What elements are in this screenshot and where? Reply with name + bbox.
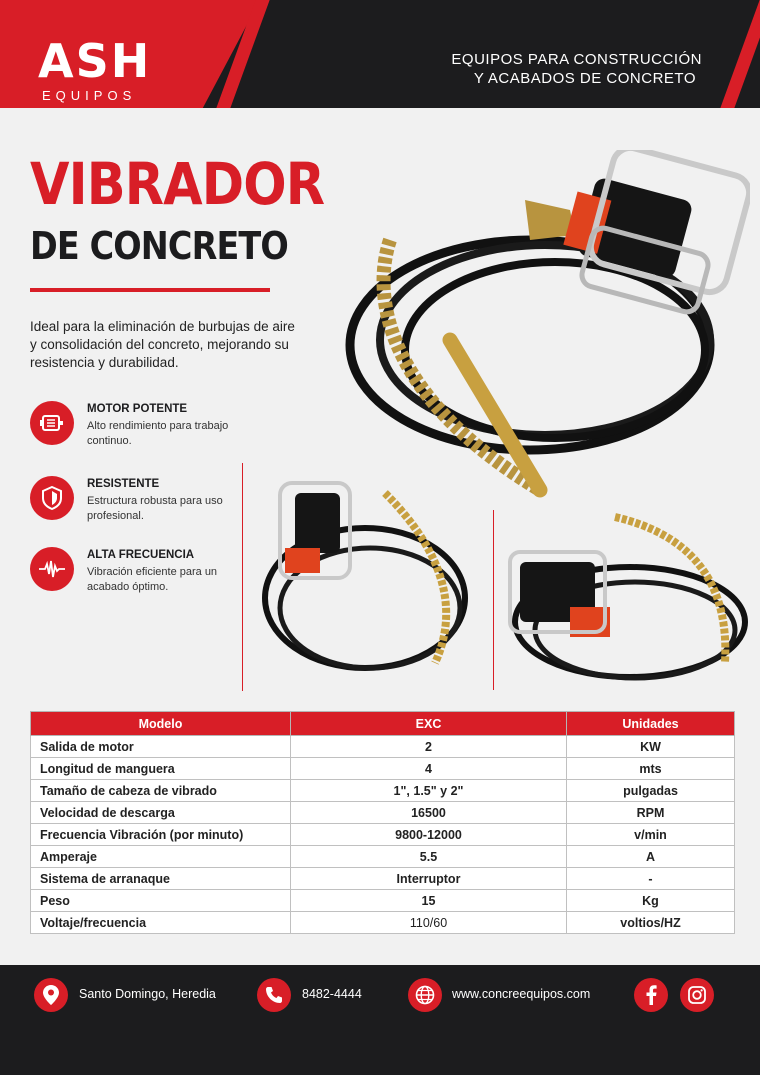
feature-title: MOTOR POTENTE	[87, 403, 188, 415]
facebook-icon[interactable]	[634, 978, 668, 1012]
table-row	[31, 868, 735, 890]
spec-value: 16500	[291, 802, 567, 824]
spec-table	[30, 711, 735, 934]
spec-label: Amperaje	[31, 846, 291, 868]
header-unidades: Unidades	[567, 712, 735, 736]
spec-value: 4	[291, 758, 567, 780]
footer-address: Santo Domingo, Heredia	[79, 987, 216, 1001]
spec-label: Frecuencia Vibración (por minuto)	[31, 824, 291, 846]
vibrator-main-image	[330, 150, 750, 505]
feature-text: Alto rendimiento para trabajo continuo.	[87, 420, 229, 447]
shield-icon	[30, 476, 74, 520]
phone-icon[interactable]	[257, 978, 291, 1012]
spec-label: Tamaño de cabeza de vibrado	[31, 780, 291, 802]
feature-title: RESISTENTE	[87, 478, 160, 490]
spec-unit: mts	[567, 758, 735, 780]
spec-value: 15	[291, 890, 567, 912]
spec-label: Salida de motor	[31, 736, 291, 758]
title-divider	[30, 288, 270, 292]
spec-label: Sistema de arranaque	[31, 868, 291, 890]
spec-unit: -	[567, 868, 735, 890]
footer-bar	[0, 965, 760, 1075]
spec-unit: voltios/HZ	[567, 912, 735, 934]
header-stripe-right	[720, 0, 760, 108]
header-tagline	[451, 50, 702, 88]
motor-icon	[30, 401, 74, 445]
header-bar	[0, 0, 760, 108]
spec-value: 9800-12000	[291, 824, 567, 846]
spec-unit: pulgadas	[567, 780, 735, 802]
spec-value: Interruptor	[291, 868, 567, 890]
product-title: VIBRADOR	[30, 150, 325, 218]
table-row	[31, 802, 735, 824]
image-divider-right	[493, 510, 494, 690]
vibrator-image-left	[250, 478, 480, 688]
product-description: Ideal para la eliminación de burbujas de aire y consolidación del concreto, mejorando su resistencia y durabilidad.	[30, 319, 295, 370]
feature-motor	[30, 401, 270, 461]
table-row	[31, 890, 735, 912]
spec-value: 5.5	[291, 846, 567, 868]
spec-value: 1", 1.5" y 2"	[291, 780, 567, 802]
spec-unit: v/min	[567, 824, 735, 846]
feature-text: Estructura robusta para uso profesional.	[87, 495, 223, 522]
tagline-line-2: Y ACABADOS DE CONCRETO	[473, 70, 696, 87]
spec-unit: KW	[567, 736, 735, 758]
spec-label: Peso	[31, 890, 291, 912]
spec-value: 2	[291, 736, 567, 758]
product-subtitle: DE CONCRETO	[30, 224, 288, 268]
spec-label: Longitud de manguera	[31, 758, 291, 780]
feature-text: Vibración eficiente para un acabado óptimo.	[87, 566, 218, 593]
table-row	[31, 736, 735, 758]
logo-text: ASH	[38, 34, 152, 88]
spec-value: 110/60	[291, 912, 567, 934]
vibrator-image-right	[500, 512, 755, 692]
spec-unit: A	[567, 846, 735, 868]
table-row	[31, 824, 735, 846]
footer-phone[interactable]: 8482-4444	[302, 987, 362, 1001]
spec-label: Velocidad de descarga	[31, 802, 291, 824]
image-divider-left	[242, 463, 243, 691]
spec-unit: RPM	[567, 802, 735, 824]
table-row	[31, 912, 735, 934]
globe-icon[interactable]	[408, 978, 442, 1012]
pulse-icon	[30, 547, 74, 591]
header-exc: EXC	[291, 712, 567, 736]
tagline-line-1: EQUIPOS PARA CONSTRUCCIÓN	[451, 51, 702, 68]
spec-unit: Kg	[567, 890, 735, 912]
table-row	[31, 758, 735, 780]
brand-logo[interactable]	[38, 34, 152, 103]
header-modelo: Modelo	[31, 712, 291, 736]
spec-label: Voltaje/frecuencia	[31, 912, 291, 934]
table-row	[31, 780, 735, 802]
instagram-icon[interactable]	[680, 978, 714, 1012]
table-row	[31, 846, 735, 868]
spec-table-header	[31, 712, 735, 736]
footer-website[interactable]: www.concreequipos.com	[452, 987, 591, 1001]
location-pin-icon	[34, 978, 68, 1012]
logo-subtext: EQUIPOS	[42, 88, 137, 103]
feature-resistente	[30, 476, 270, 536]
feature-frecuencia	[30, 547, 270, 607]
feature-title: ALTA FRECUENCIA	[87, 549, 195, 561]
